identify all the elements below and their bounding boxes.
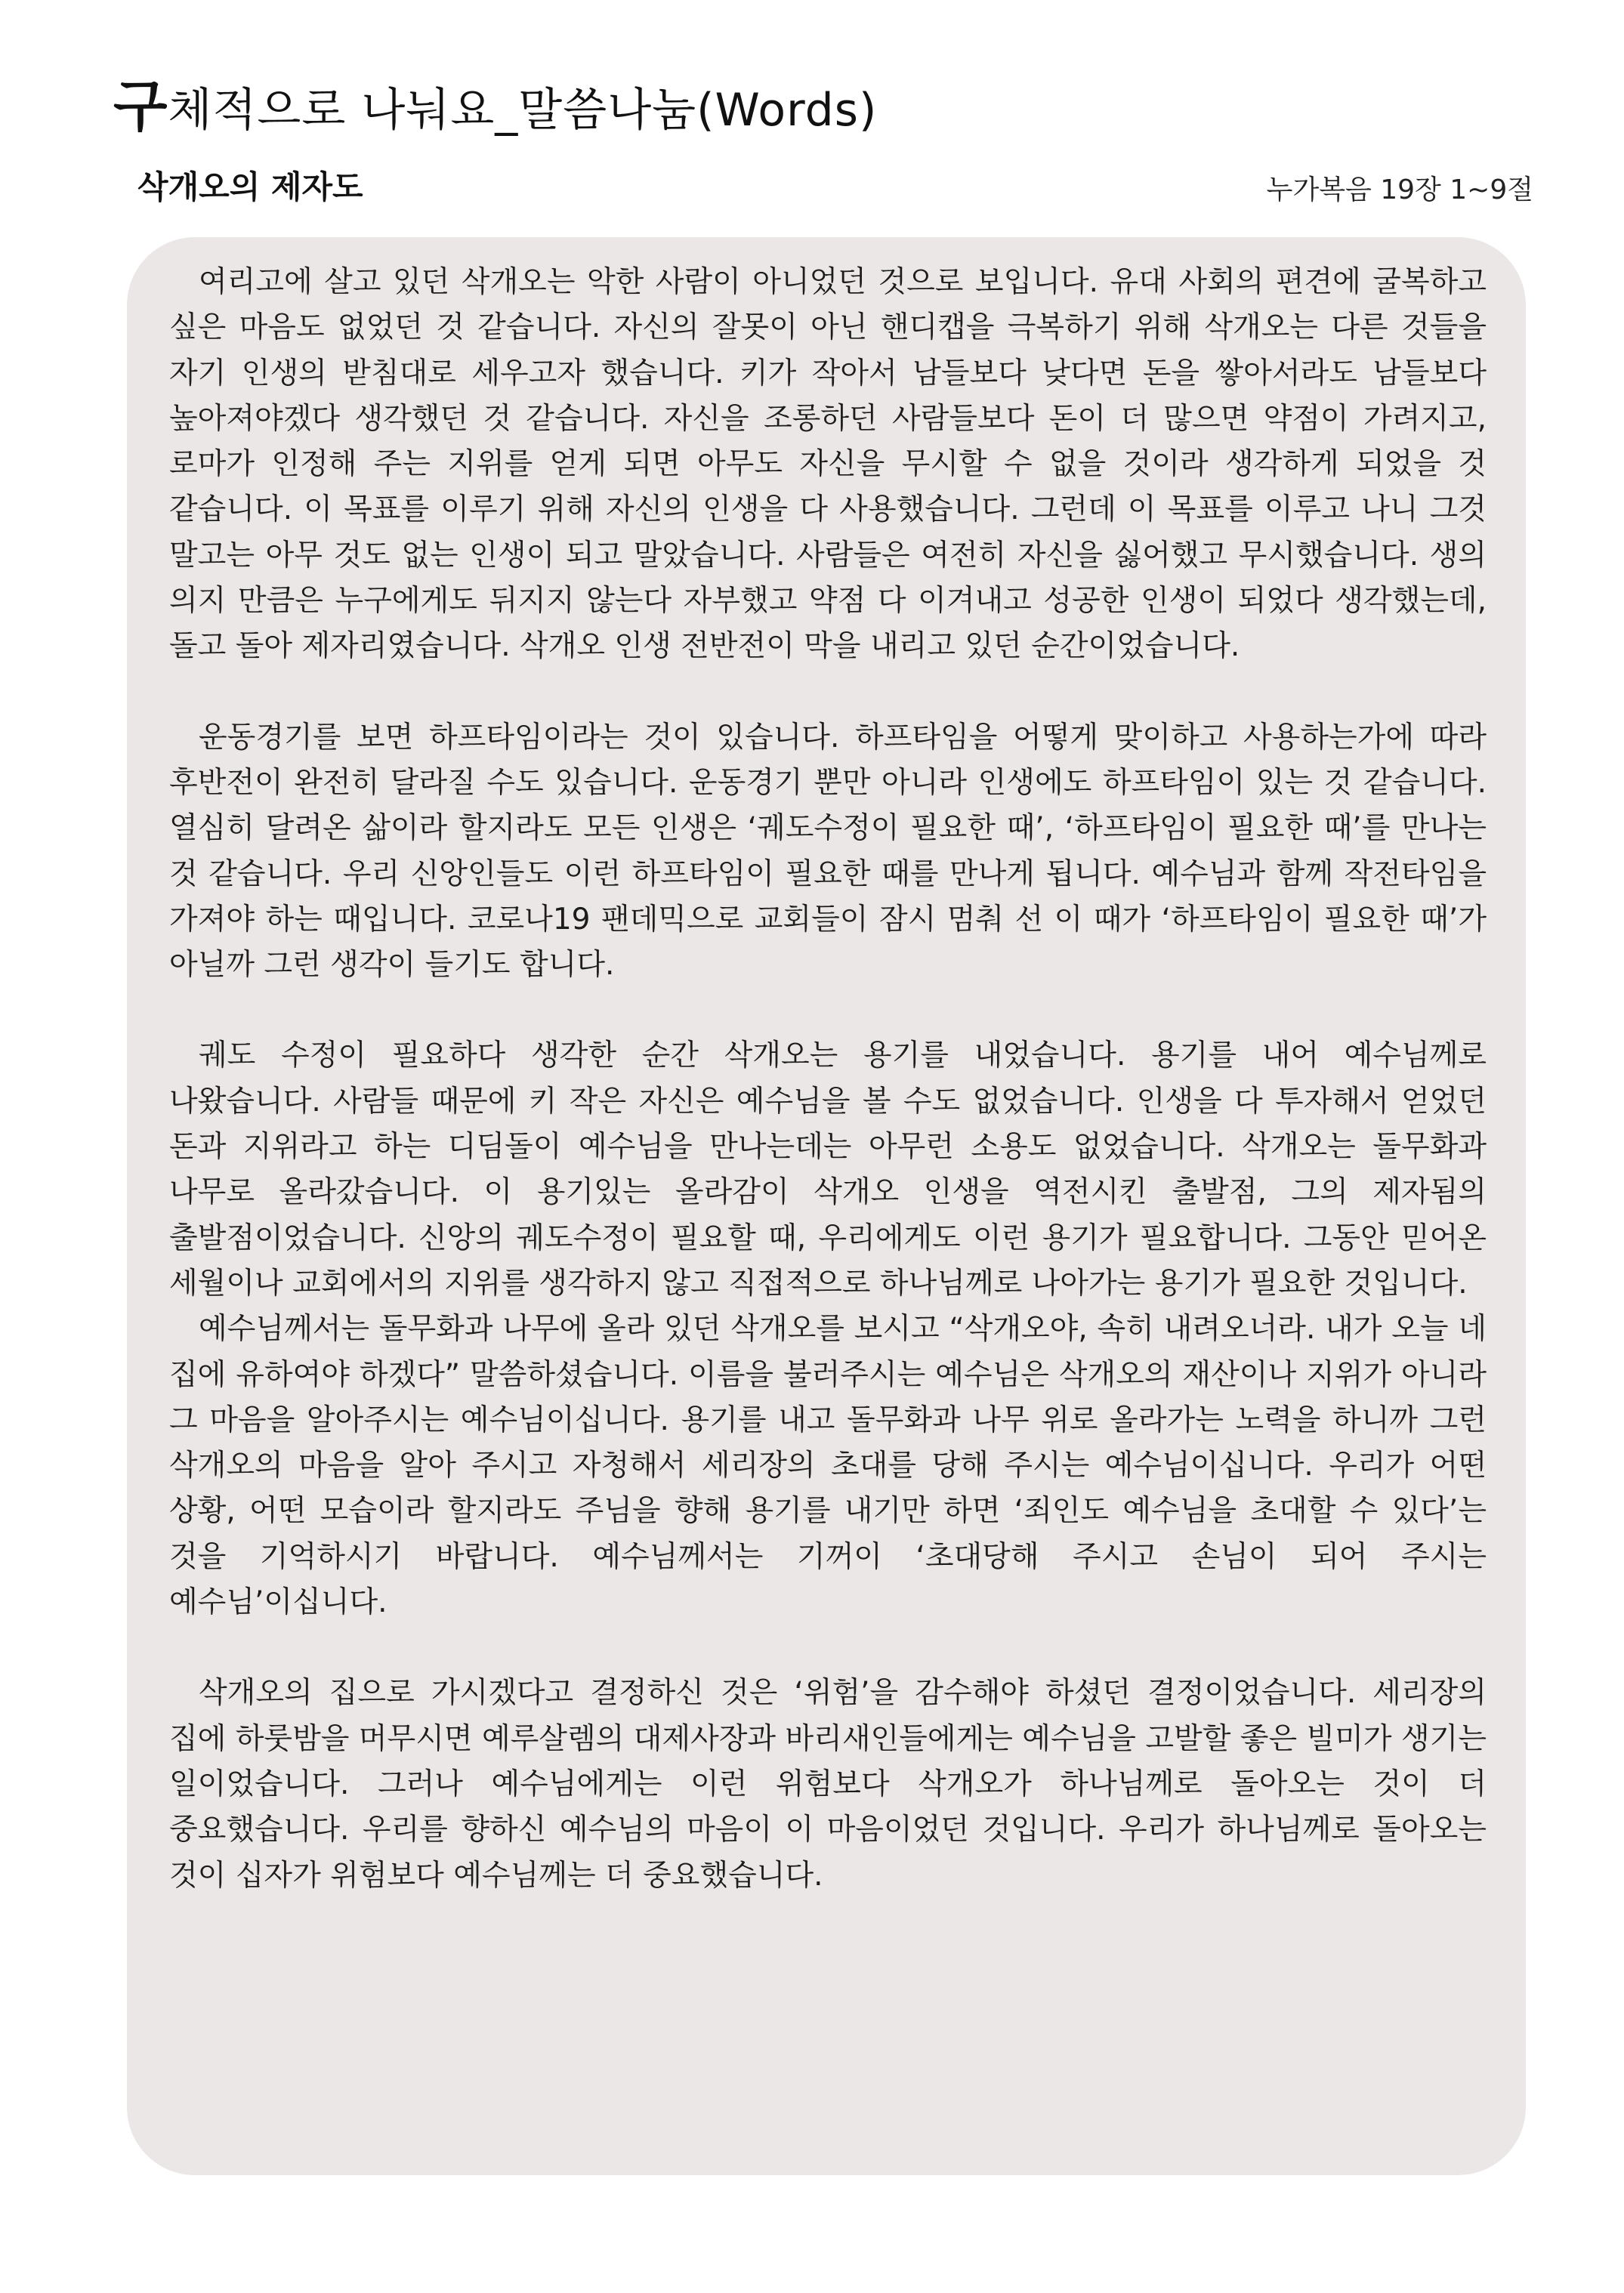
paragraph-1: 여리고에 살고 있던 삭개오는 악한 사람이 아니었던 것으로 보입니다. 유대 사회의 편견에 굴복하고 싶은 마음도 없었던 것 같습니다. 자신의 잘못이 아닌 핸디캡을 극복하기 위해 삭개오는 다른 것들을 자기 인생의 받침대로 세우고자 했습니다. 키가 작아서 남들보다 낮다면 돈을 쌓아서라도 남들보다 높아져야겠다 생각했던 것 같습니다. 자신을 조롱하던 사람들보다 돈이 더 많으면 약점이 가려지고, 로마가 인정해 주는 지위를 얻게 되면 아무도 자신을 무시할 수 없을 것이라 생각하게 되었을 것 같습니다. 이 목표를 이루기 위해 자신의 인생을 다 사용했습니다. 그런데 이 목표를 이루고 나니 그것 말고는 아무 것도 없는 인생이 되고 말았습니다. 사람들은 여전히 자신을 싫어했고 무시했습니다. 생의 의지 만큼은 누구에게도 뒤지지 않는다 자부했고 약점 다 이겨내고 성공한 인생이 되었다 생각했는데, 돌고 돌아 제자리였습니다. 삭개오 인생 전반전이 막을 내리고 있던 순간이었습니다. <box>169 265 1487 664</box>
paragraph-2: 운동경기를 보면 하프타임이라는 것이 있습니다. 하프타임을 어떻게 맞이하고 사용하는가에 따라 후반전이 완전히 달라질 수도 있습니다. 운동경기 뿐만 아니라 인생에도 하프타임이 있는 것 같습니다. 열심히 달려온 삶이라 할지라도 모든 인생은 ‘궤도수정이 필요한 때’, ‘하프타임이 필요한 때’를 만나는 것 같습니다. 우리 신앙인들도 이런 하프타임이 필요한 때를 만나게 됩니다. 예수님과 함께 작전타임을 가져야 하는 때입니다. 코로나19 팬데믹으로 교회들이 잠시 멈춰 선 이 때가 ‘하프타임이 필요한 때’가 아닐까 그런 생각이 들기도 합니다. <box>169 720 1487 983</box>
paragraph-5: 삭개오의 집으로 가시겠다고 결정하신 것은 ‘위험’을 감수해야 하셨던 결정이었습니다. 세리장의 집에 하룻밤을 머무시면 예루살렘의 대제사장과 바리새인들에게는 예수님을 고발할 좋은 빌미가 생기는 일이었습니다. 그러나 예수님에게는 이런 위험보다 삭개오가 하나님께로 돌아오는 것이 더 중요했습니다. 우리를 향하신 예수님의 마음이 이 마음이었던 것입니다. 우리가 하나님께로 돌아오는 것이 십자가 위험보다 예수님께는 더 중요했습니다. <box>169 1676 1487 1893</box>
page-title-rest: 체적으로 나눠요_말씀나눔(Words) <box>168 84 878 137</box>
section-subtitle: 삭개오의 제자도 <box>137 168 363 205</box>
page-title-first-char: 구 <box>113 74 168 139</box>
paragraph-3: 궤도 수정이 필요하다 생각한 순간 삭개오는 용기를 내었습니다. 용기를 내어 예수님께로 나왔습니다. 사람들 때문에 키 작은 자신은 예수님을 볼 수도 없었습니다. 인생을 다 투자해서 얻었던 돈과 지위라고 하는 디딤돌이 예수님을 만나는데는 아무런 소용도 없었습니다. 삭개오는 돌무화과 나무로 올라갔습니다. 이 용기있는 올라감이 삭개오 인생을 역전시킨 출발점, 그의 제자됨의 출발점이었습니다. 신앙의 궤도수정이 필요할 때, 우리에게도 이런 용기가 필요합니다. 그동안 믿어온 세월이나 교회에서의 지위를 생각하지 않고 직접적으로 하나님께로 나아가는 용기가 필요한 것입니다. <box>169 1038 1487 1301</box>
scripture-reference: 누가복음 19장 1~9절 <box>1266 174 1533 205</box>
paragraph-4: 예수님께서는 돌무화과 나무에 올라 있던 삭개오를 보시고 “삭개오야, 속히 내려오너라. 내가 오늘 네 집에 유하여야 하겠다” 말씀하셨습니다. 이름을 불러주시는 예수님은 삭개오의 재산이나 지위가 아니라 그 마음을 알아주시는 예수님이십니다. 용기를 내고 돌무화과 나무 위로 올라가는 노력을 하니까 그런 삭개오의 마음을 알아 주시고 자청해서 세리장의 초대를 당해 주시는 예수님이십니다. 우리가 어떤 상황, 어떤 모습이라 할지라도 주님을 향해 용기를 내기만 하면 ‘죄인도 예수님을 초대할 수 있다’는 것을 기억하시기 바랍니다. 예수님께서는 기꺼이 ‘초대당해 주시고 손님이 되어 주시는 예수님’이십니다. <box>169 1312 1487 1620</box>
content-card <box>127 237 1526 2175</box>
page-title <box>113 73 877 144</box>
